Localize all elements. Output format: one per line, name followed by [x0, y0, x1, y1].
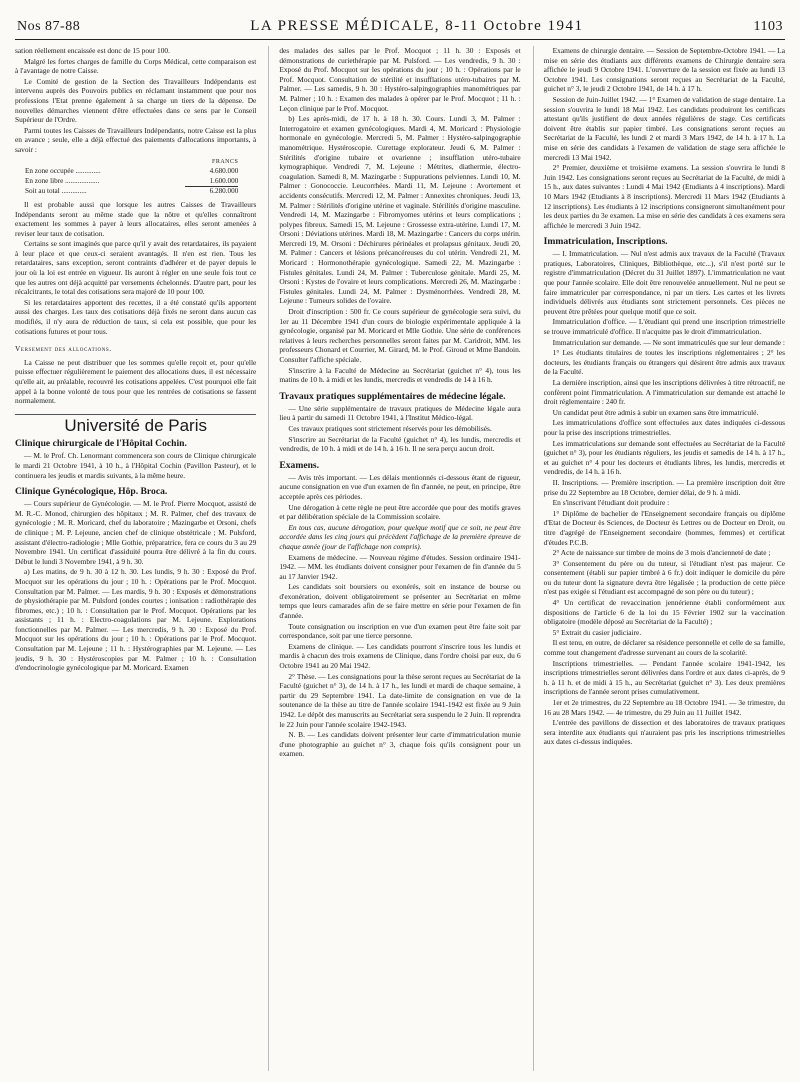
paragraph: — M. le Prof. Ch. Lenormant commencera son cours de Clinique chirurgicale le mardi 21 Octobre 1941, à 10 h., à l'Hôpital Cochin (Pavillon Pasteur), et le continuera les jeudis et mardis suivants, à la même heure. — [15, 451, 257, 480]
table-row — [15, 177, 256, 187]
column-right — [533, 46, 785, 1071]
paragraph: La Caisse ne peut distribuer que les sommes qu'elle reçoit et, pour qu'elle puisse effectuer régulièrement le paiement des allocations dues, il est nécessaire qu'elle ait, au préalable, recouvré les cotisations appelées. C'est pourquoi elle fait appel à la bonne volonté de tous pour que les rentrées de cotisations se fassent normalement. — [15, 357, 257, 406]
text-columns — [15, 46, 785, 1071]
paragraph: Immatriculation sur demande. — Ne sont immatriculés que sur leur demande : — [552, 337, 785, 347]
section-title: Université de Paris — [64, 415, 207, 435]
paragraph: N. B. — Les candidats doivent présenter leur carte d'immatriculation munie d'une photographie au guichet n° 3, chaque fois qu'ils consignent pour un examen. — [279, 730, 521, 759]
paragraph: Il est tenu, en outre, de déclarer sa résidence personnelle et celle de sa famille, comme tout changement d'adresse survenant au cours de la scolarité. — [543, 638, 785, 658]
column-left — [15, 46, 256, 1071]
notice-heading: Immatriculation, Inscriptions. — [543, 236, 668, 248]
paragraph: Examens de médecine. — Nouveau régime d'études. Session ordinaire 1941-1942. — MM. les étudiants doivent consigner pour l'examen de fin d'année du 5 au 17 Janvier 1942. — [279, 552, 521, 581]
paragraph: Examens de chirurgie dentaire. — Session de Septembre-Octobre 1941. — La mise en série des étudiants aux différents examens de Chirurgie dentaire sera affichée le jeudi 9 Octobre 1941. L'ouverture de la session est fixée au lundi 13 Octobre 1941. Les consignations seront reçues au Secrétariat de la Faculté, guichet n° 3, le jeudi 2 Octobre 1941, de 14 h. à 17 h. — [543, 46, 785, 94]
paragraph: 5° Extrait du casier judiciaire. — [552, 627, 642, 637]
paragraph: L'entrée des pavillons de dissection et des laboratoires de travaux pratiques sera interdite aux étudiants qui n'auraient pas pris les inscriptions trimestrielles aux dates ci-dessus indiquées. — [543, 718, 785, 747]
notice-heading: Clinique chirurgicale de l'Hôpital Cochin. — [15, 438, 187, 450]
paragraph: Une dérogation à cette règle ne peut être accordée que pour des motifs graves et par délibération spéciale de la Commission scolaire. — [279, 502, 521, 522]
paragraph: — Une série supplémentaire de travaux pratiques de Médecine légale aura lieu à partir du samedi 11 Octobre 1941, à l'Institut Médico-légal. — [279, 403, 521, 423]
currency-unit: FRANCS — [211, 158, 239, 165]
paragraph: 1° Les étudiants titulaires de toutes les inscriptions réglementaires ; 2° les docteurs, les étudiants français ou étrangers qui désirent être admis aux travaux de la Faculté. — [543, 348, 785, 377]
row-value: 1.600.000 — [209, 176, 239, 185]
paragraph: 2° Premier, deuxième et troisième examens. La session s'ouvrira le lundi 8 Juin 1942. Les consignations seront reçues au Secrétariat de la Faculté, de midi à 15 h., aux dates suivantes : Lundi 4 Mai 1942 (Etudiants à 4 inscriptions). Mardi 10 Mars 1942 (Etudiants à 8 inscriptions). Mercredi 11 Mars 1942 (Etudiants à 12 inscriptions). Les étudiants à 12 inscriptions consigneront simultanément pour les deux parties du 3e examen. La mise en série des candidats à ces examens sera affichée le mercredi 3 Juin 1942. — [543, 163, 785, 230]
paragraph: sation réellement encaissée est donc de 15 pour 100. — [15, 46, 170, 55]
paragraph: — Avis très important. — Les délais mentionnés ci-dessous étant de rigueur, aucune consignation en vue d'un examen de fin d'année, ne peut, en principe, être acceptée après ces périodes. — [279, 472, 521, 501]
paragraph: 1° Diplôme de bachelier de l'Enseignement secondaire français ou diplôme d'Etat de Docteur ès Sciences, de Docteur ès Lettres ou de Docteur en Droit, ou titre d'agrégé de l'Enseignement secondaire (hommes, femmes) et certificat d'études P.C.B. — [543, 508, 785, 547]
total-row — [15, 187, 256, 197]
paragraph: Les immatriculations d'office sont effectuées aux dates indiquées ci-dessous pour la prise des inscriptions trimestrielles. — [543, 418, 785, 437]
paragraph: S'inscrire à la Faculté de Médecine au Secrétariat (guichet n° 4), tous les matins de 10 h. à midi et les lundis, mercredis et vendredis de 14 à 16 h. — [279, 365, 521, 385]
page-folio: 1103 — [753, 19, 783, 34]
paragraph: des malades des salles par le Prof. Mocquot ; 11 h. 30 : Exposés et démonstrations de curiethérapie par M. Pulsford. — Les vendredis, 9 h. 30 : Exposé du Prof. Mocquot sur les opérations du jour ; 10 h. : Opérations par le Prof. Mocquot. Consultation de stérilité et insufflations utéro-tubaires par M. Palmer. — Les samedis, 9 h. 30 : Hystéro-salpingographies manométriques par M. Palmer ; 10 h. : Examen des malades à opérer par le Prof. Mocquot ; 11 h. : Leçon clinique par le Prof. Mocquot. — [279, 46, 521, 113]
total-label: Soit au total .............. — [25, 187, 87, 196]
paragraph: 2° Acte de naissance sur timbre de moins de 3 mois d'ancienneté de date ; — [552, 548, 771, 558]
notice-heading: Examens. — [279, 459, 320, 471]
column-middle — [268, 46, 520, 1071]
paragraph: Inscriptions trimestrielles. — Pendant l'année scolaire 1941-1942, les inscriptions trimestrielles seront délivrées dans l'ordre et aux dates ci-après, de 9 h. à 11 h. et de midi à 15 h., au Secrétariat (guichet n° 3). Les deux premières inscriptions de l'année seront prises cumulativement. — [543, 658, 785, 697]
paragraph: 1er et 2e trimestres, du 22 Septembre au 18 Octobre 1941. — 3e trimestre, du 16 au 28 Mars 1942. — 4e trimestre, du 29 Juin au 11 Juillet 1942. — [543, 698, 785, 717]
paragraph: La dernière inscription, ainsi que les inscriptions délivrées à titre rétroactif, ne confèrent point l'immatriculation. A l'immatriculation sur demande est attaché le droit réglementaire : 240 fr. — [543, 378, 785, 407]
paragraph: S'inscrire au Secrétariat de la Faculté (guichet n° 4), les lundis, mercredis et vendredis, de 10 h. à midi et de 14 h. à 16 h. Il ne sera perçu aucun droit. — [279, 434, 521, 454]
newspaper-page — [15, 0, 785, 1078]
notice-heading: Clinique Gynécologique, Hôp. Broca. — [15, 486, 168, 498]
paragraph: Il est probable aussi que lorsque les autres Caisses de Travailleurs Indépendants seront au même stade que la nôtre et qu'elles connaîtront exactement les sommes à payer à leurs allocataires, elles seront amenées à reviser leur taux de cotisation. — [15, 199, 257, 238]
issue-numbers: Nos 87-88 — [17, 19, 81, 34]
journal-title: LA PRESSE MÉDICALE, 8-11 Octobre 1941 — [250, 18, 584, 34]
paragraph: Immatriculation d'office. — L'étudiant qui prend une inscription trimestrielle se trouve immatriculé d'office. Il n'acquitte pas le droit d'immatriculation. — [543, 317, 785, 337]
notice-heading: Travaux pratiques supplémentaires de médecine légale. — [279, 390, 506, 402]
paragraph: b) Les après-midi, de 17 h. à 18 h. 30. Cours. Lundi 3, M. Palmer : Interrogatoire et examen gynécologiques. Mardi 4, M. Moricard : Physiologie hormonale en gynécologie. Mercredi 5, M. Palmer : Hystéro-salpingographie manométrique. Hystéroscopie. Curettage explorateur. Jeudi 6, M. Palmer : Stérilités d'origine tubaire et ovarienne ; insufflation utéro-tubaire kymographique. Vendredi 7, M. Lejeune : Métrites, diathermie, électro-coagulation. Samedi 8, M. Mazingarbe : Suppurations pelviennes. Lundi 10, M. Palmer : Gonococcie. Leucorrhées. Mardi 11, M. Lejeune : Avortement et accidents consécutifs. Mercredi 12, M. Palmer : Annexites chroniques. Jeudi 13, M. Palmer : Stérilités d'origine utérine et vaginale. Stérilités d'origine masculine. Vendredi 14, M. Mazingarbe : Fibromyomes utérins et leurs complications ; polypes fibreux. Samedi 15, M. Lejeune : Grossesse extra-utérine. Lundi 17, M. Orsoni : Déviations utérines. Mardi 18, M. Mazingarbe : Cancers du corps utérin. Mercredi 19, M. Orsoni : Déchirures périnéales et prolapsus génitaux. Jeudi 20, M. Palmer : Cancers et lésions précancéreuses du col utérin. Vendredi 21, M. Moricard : Hormonothérapie gynécologique. Samedi 22, M. Mazingarbe : Fistules génitales. Lundi 24, M. Palmer : Tuberculose génitale. Mardi 25, M. Orsoni : Kystes de l'ovaire et leurs complications. Mercredi 26, M. Mazingarbe : Fistules génitales. Lundi 24, M. Palmer : Dysménorrhées. Vendredi 28, M. Lejeune : Tumeurs solides de l'ovaire. — [279, 114, 521, 306]
paragraph: 4° Un certificat de revaccination jennérienne établi conformément aux dispositions de l'article 6 de la loi du 15 Février 1902 sur la vaccination obligatoire (modèle déposé au Secrétariat de la Faculté) ; — [543, 598, 785, 627]
paragraph: Examens de clinique. — Les candidats pourront s'inscrire tous les lundis et mardis à chacun des trois examens de Clinique, dans l'ordre choisi par eux, du 6 Octobre 1941 au 20 Mai 1942. — [279, 641, 521, 671]
paragraph: 3° Consentement du père ou du tuteur, si l'étudiant n'est pas majeur. Ce consentement (établi sur papier timbré à 6 fr.) doit indiquer le domicile du père ou du tuteur dont la signature devra être légalisée ; la production de cette pièce n'est pas exigée si l'étudiant est accompagné de son père ou du tuteur) ; — [543, 558, 785, 597]
allocations-table — [15, 158, 256, 197]
row-label: En zone libre ................... — [25, 176, 100, 185]
table-row — [15, 167, 256, 177]
section-subtitle: Versement des allocations. — [15, 344, 112, 354]
paragraph: Certains se sont imaginés que parce qu'il y avait des retardataires, ils payaient à leur place et que ceux-ci seraient avantagés. Il n'en est rien. Tous les retardataires, sans exception, seront contraints d'adhérer et de payer depuis le jour où la loi est entrée en vigueur. Ils auront à régler en une seule fois tout ce que les autres ont déjà acquitté par versements échelonnés. D'autre part, pour les récalcitrants, le total des cotisations sera majoré de 10 pour 100. — [15, 239, 257, 297]
paragraph: 2° Thèse. — Les consignations pour la thèse seront reçues au Secrétariat de la Faculté (guichet n° 3), de 14 h. à 17 h., les lundi et mardi de chaque semaine, à partir du 29 Septembre 1941. La date-limite de consignation en vue de la soutenance de la thèse au titre de l'année scolaire 1941-1942 est fixée au 9 Juin 1942. Le dépôt des manuscrits au Secrétariat sera suspendu le 2 Juin. Il reprendra le 22 Juin pour l'année scolaire 1942-1943. — [279, 671, 521, 729]
section-divider — [15, 414, 256, 415]
page-header — [15, 18, 785, 40]
row-label: En zone occupée .............. — [25, 167, 101, 176]
paragraph: Un candidat peut être admis à subir un examen sans être immatriculé. — [552, 407, 759, 417]
paragraph: Si les retardataires apportent des recettes, il a été constaté qu'ils apportent aussi des charges. Les taux des cotisations déjà fixés ne seront dans aucun cas modifiés, il n'y aura de réduction de taux, si cela est possible, que pour les cotisations futures et pour tous. — [15, 297, 257, 336]
paragraph: a) Les matins, de 9 h. 30 à 12 h. 30. Les lundis, 9 h. 30 : Exposé du Prof. Mocquot sur les opérations du jour ; 10 h. : Opérations par le Prof. Mocquot. Consultation par M. Palmer. — Les mardis, 9 h. 30 : Exposés et démonstrations de physiothérapie par M. Pulsford (ondes courtes ; ionisation : radiothérapie des fibromes, etc.) ; 10 h. : Consultation par le Prof. Mocquot. Opérations par les assistants ; 11 h. : Electro-coagulations par M. Lejeune. Explorations fonctionnelles par M. Palmer. — Les mercredis, 9 h. 30 : Exposé du Prof. Mocquot sur les opérations du jour ; 10 h. : Opérations par le Prof. Mocquot. Consultation par M. Lejeune ; 11 h. : Hystérographies par M. Lejeune. — Les jeudis, 9 h. 30 : Hystéroscopies par M. Palmer ; 10 h. : Consultation d'endocrinologie gynécologique par M. Moricard. Examen — [15, 567, 257, 673]
paragraph: En tous cas, aucune dérogation, pour quelque motif que ce soit, ne peut être accordée dans les cinq jours qui précèdent l'affichage de la première épreuve de chaque année (jour de l'affichage non compris). — [279, 522, 521, 551]
row-value: 4.680.000 — [209, 167, 239, 176]
paragraph: Malgré les fortes charges de famille du Corps Médical, cette comparaison est à l'avantage de notre Caisse. — [15, 56, 257, 76]
paragraph: En s'inscrivant l'étudiant doit produire : — [552, 498, 670, 508]
total-value: 6.280.000 — [209, 187, 239, 196]
paragraph: Les immatriculations sur demande sont effectuées au Secrétariat de la Faculté (guichet n° 3), pour les étudiants réguliers, les jeudis et samedis de 14 h. à 17 h., et au guichet n° 4 pour les docteurs et étudiants libres, les lundis, mercredis et vendredis, de 14 h. à 16 h. — [543, 438, 785, 477]
paragraph: Droit d'inscription : 500 fr. Ce cours supérieur de gynécologie sera suivi, du 1er au 11 Décembre 1941 d'un cours de biologie expérimentale appliquée à la gynécologie, organisé par M. Moricard et Mlle Gothie. Une série de conférences relatives à leurs recherches personnelles seront faites par M. Caridroit, MM. les professeurs Chonard et Courrier, M. Girard, M. le Prof. Giroud et Mme Bandoin. Consulter l'affiche spéciale. — [279, 307, 521, 364]
paragraph: Session de Juin-Juillet 1942. — 1° Examen de validation de stage dentaire. La session s'ouvrira le lundi 18 Mai 1942. Les candidats produiront les certificats attestant qu'ils justifient de deux années régulières de stage. Ces certificats doivent être établis sur papier timbré. Les consignations seront reçues au Secrétariat de la Faculté, les lundi 2 et mardi 3 Mars 1942, de 14 h. à 17 h. La mise en série des candidats à l'examen de validation de stage sera affichée le mercredi 13 Mai 1942. — [543, 94, 785, 162]
paragraph: — Cours supérieur de Gynécologie. — M. le Prof. Pierre Mocquot, assisté de M. R.-C. Monod, chirurgien des hôpitaux ; M. R. Palmer, chef des travaux de gynécologie ; M. R. Moricard, chef du laboratoire ; Mazingarbe et Orsoni, chefs de clinique ; M. P. Lejeune, ancien chef de clinique obstétricale ; M. Pulsford, assistant d'électro-radiologie ; Mlle Gothie, préparatrice, fera ce cours du 3 au 29 Novembre 1941. Un certificat d'assiduité pourra être délivré à la fin du cours. Début le lundi 3 Novembre 1941, à 9 h. 30. — [15, 499, 257, 566]
paragraph: Parmi toutes les Caisses de Travailleurs Indépendants, notre Caisse est la plus en avance ; seule, elle a déjà effectué des paiements d'allocations importants, à savoir : — [15, 125, 257, 154]
paragraph: Les candidats soit boursiers ou exonérés, soit en instance de bourse ou d'exonération, doivent obligatoirement se présenter au Secrétariat en même temps que leurs camarades afin de se faire mettre en série pour l'examen de fin d'année. — [279, 582, 521, 621]
paragraph: Ces travaux pratiques sont strictement réservés pour les démobilisés. — [288, 423, 492, 433]
paragraph: Toute consignation ou inscription en vue d'un examen peut être faite soit par correspondance, soit par une tierce personne. — [279, 621, 521, 641]
paragraph: Le Comité de gestion de la Section des Travailleurs Indépendants est intervenu auprès des Pouvoirs publics en réclamant instamment que pour nos professions l'Etat prenne également à sa charge un tiers de la dépense. De nouvelles démarches viennent d'être effectuées dans ce sens par le Conseil Supérieur de l'Ordre. — [15, 76, 257, 125]
paragraph: — I. Immatriculation. — Nul n'est admis aux travaux de la Faculté (Travaux pratiques, Laboratoires, Cliniques, Bibliothèque, etc...), s'il n'est porté sur le registre d'immatriculation (Décret du 31 Juillet 1897). L'immatriculation ne vaut que pour l'année scolaire. Elle doit être renouvelée annuellement. Nul ne peut se faire immatriculer par correspondance, ni par un tiers. Les cartes et les livrets individuels délivrés aux étudiants sont strictement personnels. Ces pièces ne peuvent être prêtées pour quelque motif que ce soit. — [543, 249, 785, 316]
paragraph: II. Inscriptions. — Première inscription. — La première inscription doit être prise du 22 Septembre au 18 Octobre, dernier délai, de 9 h. à midi. — [543, 477, 785, 497]
